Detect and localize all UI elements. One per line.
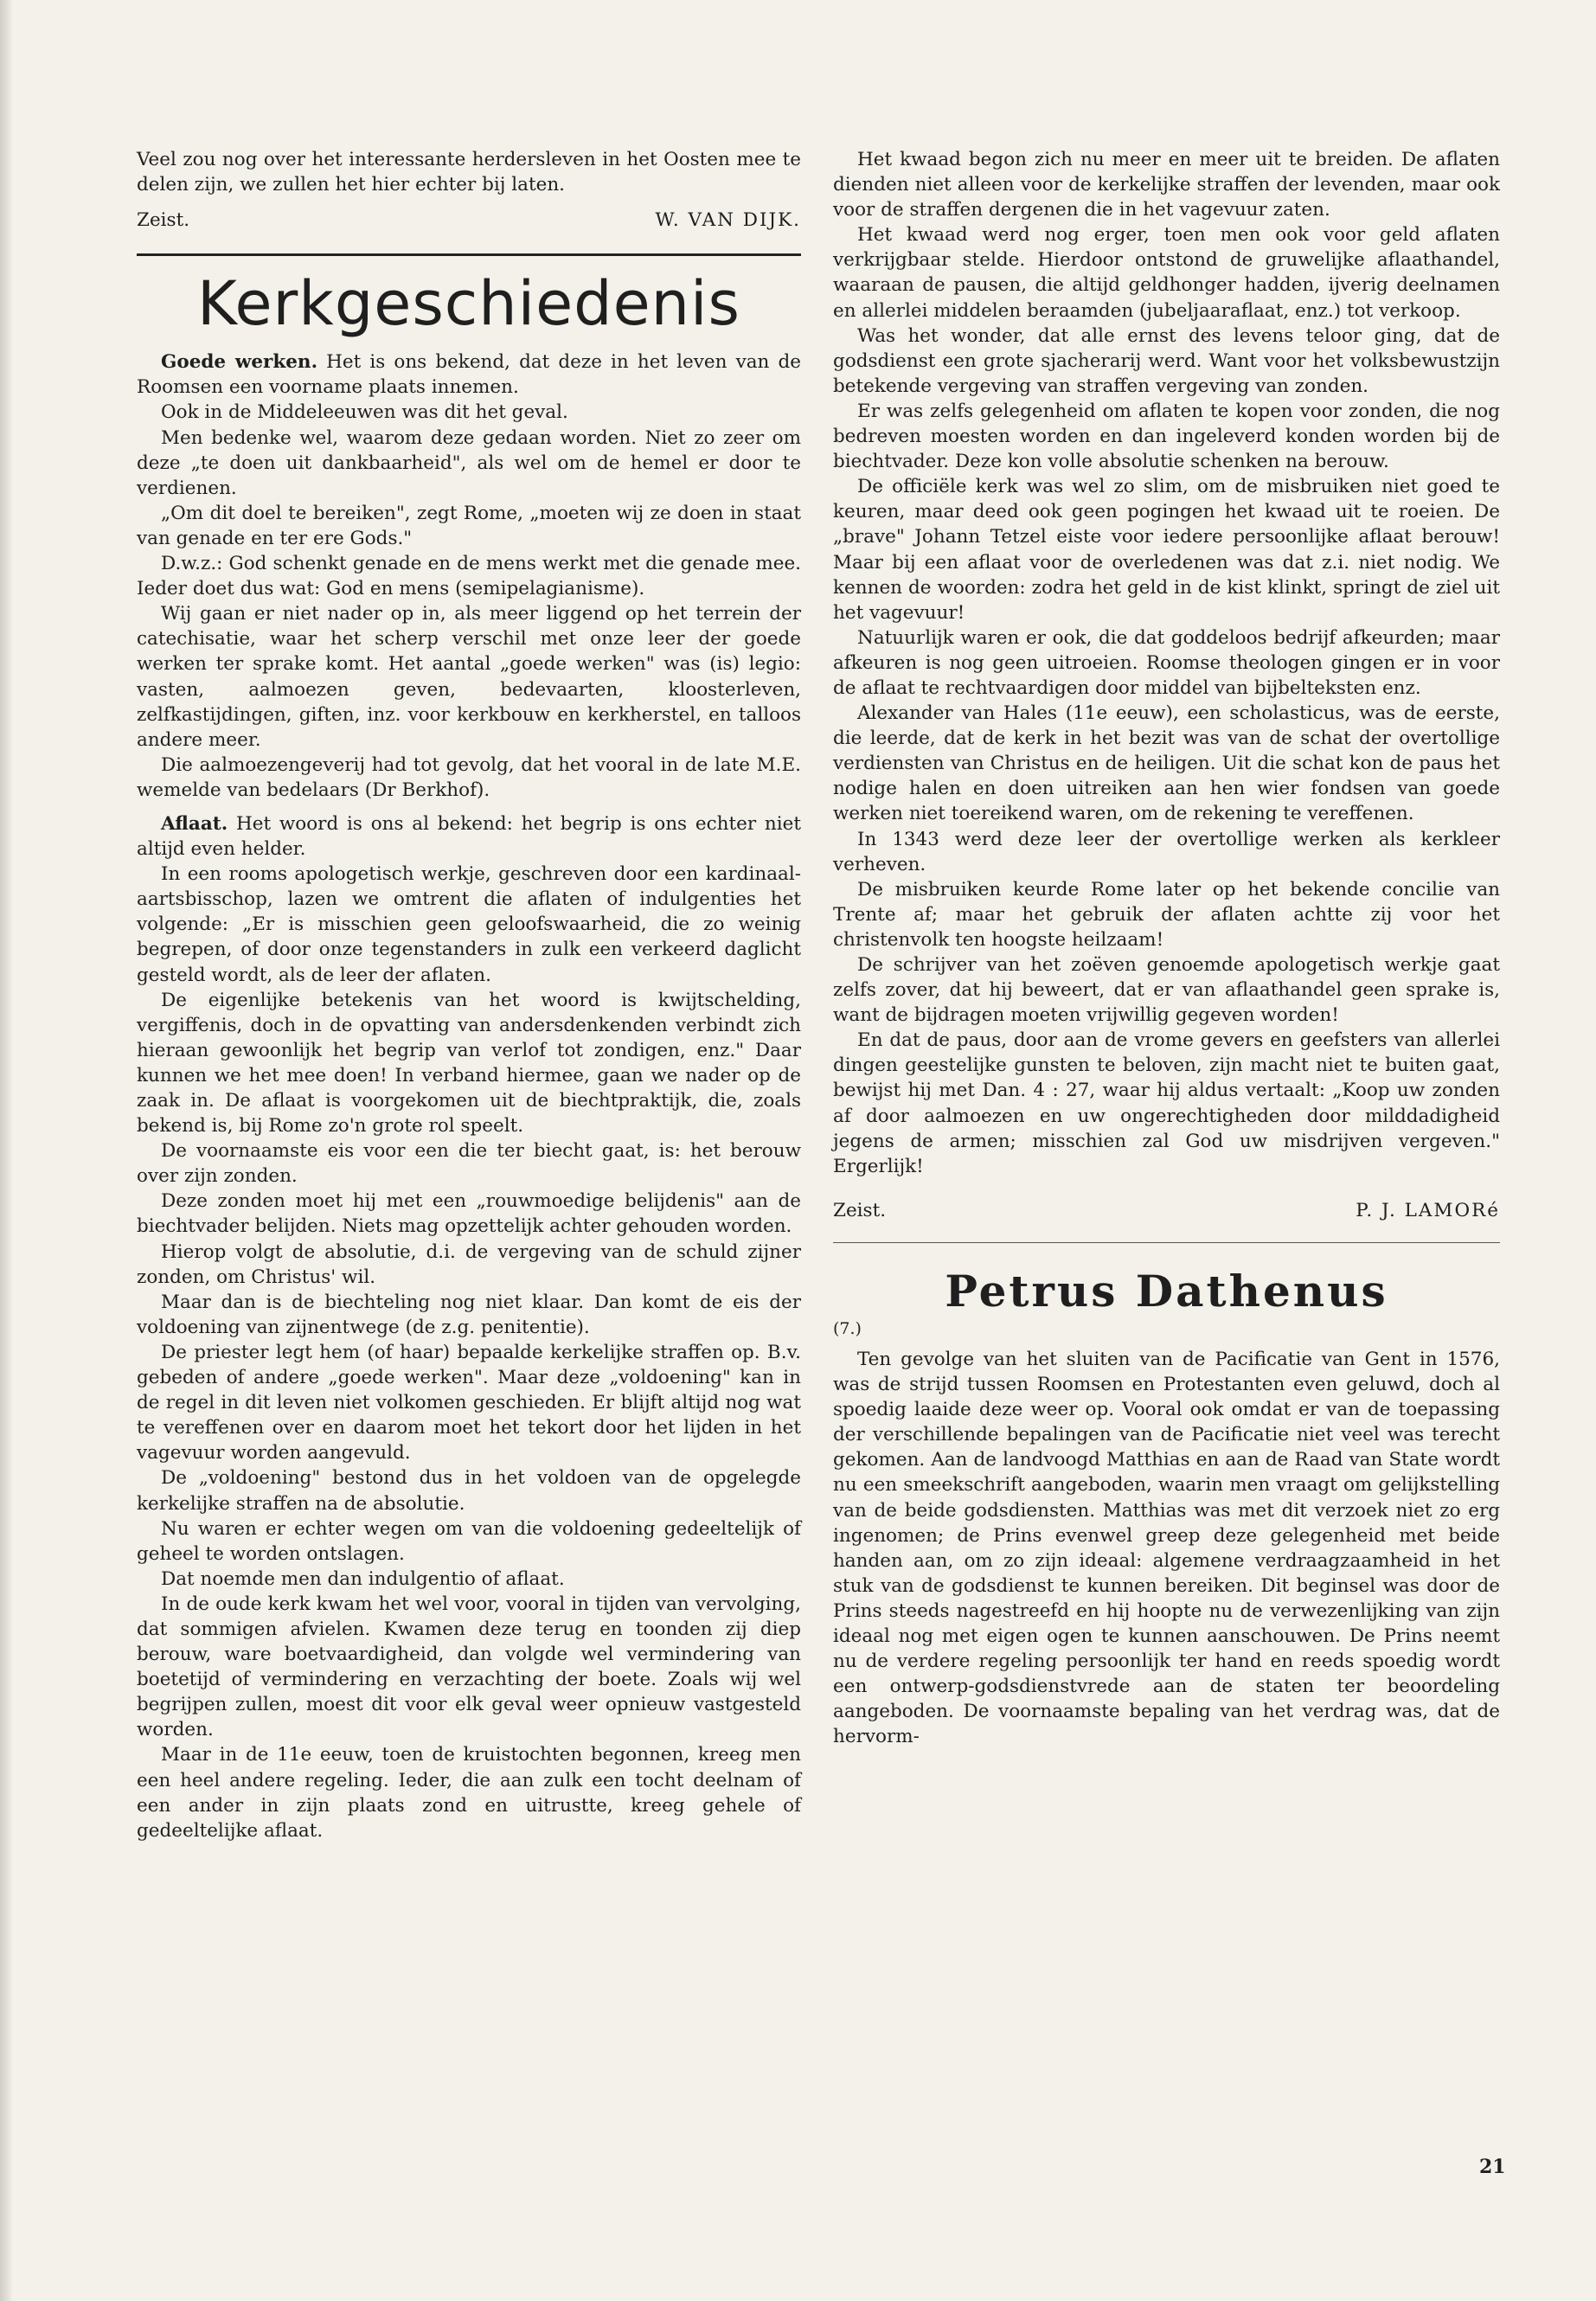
paragraph: De „voldoening" bestond dus in het voldoen van de opgelegde kerkelijke straffen na de absolutie. bbox=[137, 1467, 801, 1515]
paragraph: In 1343 werd deze leer der overtollige werken als kerkleer verheven. bbox=[833, 828, 1500, 875]
page-number: 21 bbox=[1479, 2156, 1506, 2178]
article-title-kerkgeschiedenis: Kerkgeschiedenis bbox=[197, 268, 740, 340]
paragraph: Was het wonder, dat alle ernst des levens teloor ging, dat de godsdienst een grote sjacherarij werd. Want voor het volksbewustzijn betekende vergeving van straffen vergeving van zonden. bbox=[833, 324, 1500, 397]
paragraph: Deze zonden moet hij met een „rouwmoedige belijdenis" aan de biechtvader belijden. Niets mag opzettelijk achter gehouden worden. bbox=[137, 1190, 801, 1238]
paragraph: „Om dit doel te bereiken", zegt Rome, „moeten wij ze doen in staat van genade en ter ere Gods." bbox=[137, 502, 801, 549]
article-title-petrus-dathenus: Petrus Dathenus bbox=[945, 1265, 1388, 1317]
paragraph: De eigenlijke betekenis van het woord is kwijtschelding, vergiffenis, doch in de opvatting van andersdenkenden verbindt zich hieraan gewoonlijk het begrip van verlof tot zondigen, enz." Daar kunnen we het mee doen! In verband hiermee, gaan we nader op de zaak in. De aflaat is voorgekomen uit de biechtpraktijk, die, zoals bekend is, bij Rome zo'n grote rol speelt. bbox=[137, 989, 801, 1138]
paragraph: Het kwaad begon zich nu meer en meer uit te breiden. De aflaten dienden niet alleen voor de kerkelijke straffen der levenden, maar ook voor de straffen dergenen die in het vagevuur zaten. bbox=[833, 149, 1500, 221]
section-heading-goede-werken: Goede werken. bbox=[161, 351, 318, 374]
sign-place: Zeist. bbox=[833, 1199, 887, 1221]
section-goede-werken-first: Het is ons bekend, dat deze in het leven van de Roomsen een voorname plaats innemen. bbox=[137, 351, 801, 399]
paragraph: In de oude kerk kwam het wel voor, vooral in tijden van vervolging, dat sommigen afvielen. Kwamen deze terug en toonden zij diep berouw, ware boetvaardigheid, dan volgde wel vermindering van boetetijd of vermindering en verzachting der boete. Zoals wij wel begrijpen zullen, moest dit voor elk geval weer opnieuw vastgesteld worden. bbox=[137, 1593, 801, 1741]
paragraph: De priester legt hem (of haar) bepaalde kerkelijke straffen op. B.v. gebeden of andere „goede werken". Maar deze „voldoening" kan in de regel in dit leven niet volkomen geschieden. Er blijft altijd nog wat te vereffenen over en daarom moet het tekort door het lijden in het vagevuur worden aangevuld. bbox=[137, 1341, 801, 1465]
paragraph: Wij gaan er niet nader op in, als meer liggend op het terrein der catechisatie, waar het scherp verschil met onze leer der goede werken ter sprake komt. Het aantal „goede werken" was (is) legio: vasten, aalmoezen geven, bedevaarten, kloosterleven, zelfkastijdingen, giften, inz. voor kerkbouw en kerkherstel, en talloos andere meer. bbox=[137, 603, 801, 751]
intro-author: W. VAN DIJK. bbox=[655, 209, 801, 232]
paragraph: In een rooms apologetisch werkje, geschreven door een kardinaal-aartsbisschop, lazen we omtrent die aflaten of indulgenties het volgende: „Er is misschien geen geloofswaarheid, die zo weinig begrepen, of door onze tegenstanders in zulk een verkeerd daglicht gesteld wordt, als de leer der aflaten. bbox=[137, 863, 801, 986]
paragraph: Het kwaad werd nog erger, toen men ook voor geld aflaten verkrijgbaar stelde. Hierdoor ontstond de gruwelijke aflaathandel, waaraan de pausen, die altijd geldhonger hadden, ijverig deelnamen en allerlei middelen beraamden (jubeljaaraflaat, enz.) tot verkoop. bbox=[833, 224, 1500, 322]
intro-place: Zeist. bbox=[137, 209, 190, 232]
paragraph: Maar in de 11e eeuw, toen de kruistochten begonnen, kreeg men een heel andere regeling. Ieder, die aan zulk een tocht deelnam of een ander in zijn plaats zond en uitrustte, kreeg gehele of gedeeltelijke aflaat. bbox=[137, 1744, 801, 1842]
paragraph: De schrijver van het zoëven genoemde apologetisch werkje gaat zelfs zover, dat hij beweert, dat er van aflaathandel geen sprake is, want de bijdragen moeten vrijwillig gegeven worden! bbox=[833, 954, 1500, 1027]
intro-signature bbox=[137, 208, 801, 233]
page-edge-shadow bbox=[0, 0, 12, 2301]
paragraph: Er was zelfs gelegenheid om aflaten te kopen voor zonden, die nog bedreven moesten worden en dan ingeleverd konden worden bij de biechtvader. Deze kon volle absolutie schenken na berouw. bbox=[833, 400, 1500, 473]
section-aflaat-lead bbox=[137, 811, 801, 862]
left-column bbox=[137, 147, 801, 1843]
intro-paragraph: Veel zou nog over het interessante herdersleven in het Oosten mee te delen zijn, we zullen het hier echter bij laten. bbox=[137, 149, 801, 196]
paragraph: Alexander van Hales (11e eeuw), een scholasticus, was de eerste, die leerde, dat de kerk in het bezit was van de schat der overtollige verdiensten van Christus en de heiligen. Uit die schat kon de paus het nodige halen en doen uitreiken aan hen wier fondsen van goede werken niet toereikend waren, om de rekening te vereffenen. bbox=[833, 702, 1500, 825]
section-goede-werken-lead bbox=[137, 349, 801, 400]
paragraph: En dat de paus, door aan de vrome gevers en geefsters van allerlei dingen geestelijke gunsten te beloven, zijn macht niet te buiten gaat, bewijst hij met Dan. 4 : 27, waar hij aldus vertaalt: „Koop uw zonden af door aalmoezen en uw ongerechtigheden door milddadigheid jegens de armen; misschien zal God uw misdrijven vergeven." Ergerlijk! bbox=[833, 1029, 1500, 1177]
paragraph: D.w.z.: God schenkt genade en de mens werkt met die genade mee. Ieder doet dus wat: God en mens (semipelagianisme). bbox=[137, 553, 801, 600]
paragraph: Ten gevolge van het sluiten van de Pacificatie van Gent in 1576, was de strijd tussen Roomsen en Protestanten even geluwd, doch al spoedig laaide deze weer op. Vooral ook omdat er van de toepassing der verschillende bepalingen van de Pacificatie niet veel was terecht gekomen. Aan de landvoogd Matthias en aan de Raad van State wordt nu een smeekschrift aangeboden, waarin men vraagt om gelijkstelling van de beide godsdiensten. Matthias was met dit verzoek niet zo erg ingenomen; de Prins evenwel greep deze gelegenheid met beide handen aan, om zo zijn ideaal: algemene verdraagzaamheid in het stuk van de godsdienst te kunnen bereiken. Dit beginsel was door de Prins steeds nagestreefd en hij hoopte nu de verwezenlijking van zijn ideaal nog met eigen ogen te kunnen aanschouwen. De Prins neemt nu de verdere regeling persoonlijk ter hand en reeds spoedig wordt een ontwerp-godsdienstvrede aan de staten ter beoordeling aangeboden. De voornaamste bepaling van het verdrag was, dat de hervorm- bbox=[833, 1348, 1500, 1748]
paragraph: De misbruiken keurde Rome later op het bekende concilie van Trente af; maar het gebruik der aflaten achtte zij voor het christenvolk ten hoogste heilzaam! bbox=[833, 878, 1500, 951]
paragraph: De officiële kerk was wel zo slim, om de misbruiken niet goed te keuren, maar deed ook geen pogingen het kwaad uit te roeien. De „brave" Johann Tetzel eiste voor iedere persoonlijke aflaat berouw! Maar bij een aflaat voor de overledenen was dat z.i. niet nodig. We kennen de woorden: zodra het geld in de kist klinkt, springt de ziel uit het vagevuur! bbox=[833, 476, 1500, 624]
paragraph: Hierop volgt de absolutie, d.i. de vergeving van de schuld zijner zonden, om Christus' wil. bbox=[137, 1240, 801, 1288]
paragraph: Die aalmoezengeverij had tot gevolg, dat het vooral in de late M.E. wemelde van bedelaars (Dr Berkhof). bbox=[137, 753, 801, 801]
section-aflaat-first: Het woord is ons al bekend: het begrip is ons echter niet altijd even helder. bbox=[137, 812, 801, 861]
section-divider bbox=[137, 253, 801, 256]
sign-author: P. J. LAMORé bbox=[1356, 1199, 1500, 1221]
paragraph: Nu waren er echter wegen om van die voldoening gedeeltelijk of geheel te worden ontslagen. bbox=[137, 1517, 801, 1565]
paragraph: Natuurlijk waren er ook, die dat goddeloos bedrijf afkeurden; maar afkeuren is nog geen uitroeien. Roomse theologen gingen er in voor de aflaat te rechtvaardigen door middel van bijbelteksten enz. bbox=[833, 626, 1500, 699]
right-column bbox=[833, 147, 1500, 1749]
section-divider bbox=[833, 1242, 1500, 1243]
paragraph: Men bedenke wel, waarom deze gedaan worden. Niet zo zeer om deze „te doen uit dankbaarheid", als wel om de hemel er door te verdienen. bbox=[137, 426, 801, 499]
section-heading-aflaat: Aflaat. bbox=[161, 812, 228, 835]
article-signature bbox=[833, 1198, 1500, 1223]
series-number: (7.) bbox=[833, 1318, 862, 1338]
paragraph: Dat noemde men dan indulgentio of aflaat. bbox=[161, 1567, 565, 1590]
paragraph: De voornaamste eis voor een die ter biecht gaat, is: het berouw over zijn zonden. bbox=[137, 1140, 801, 1188]
paragraph: Ook in de Middeleeuwen was dit het geval. bbox=[161, 401, 568, 424]
paragraph: Maar dan is de biechteling nog niet klaar. Dan komt de eis der voldoening van zijnentwege (de z.g. penitentie). bbox=[137, 1291, 801, 1338]
